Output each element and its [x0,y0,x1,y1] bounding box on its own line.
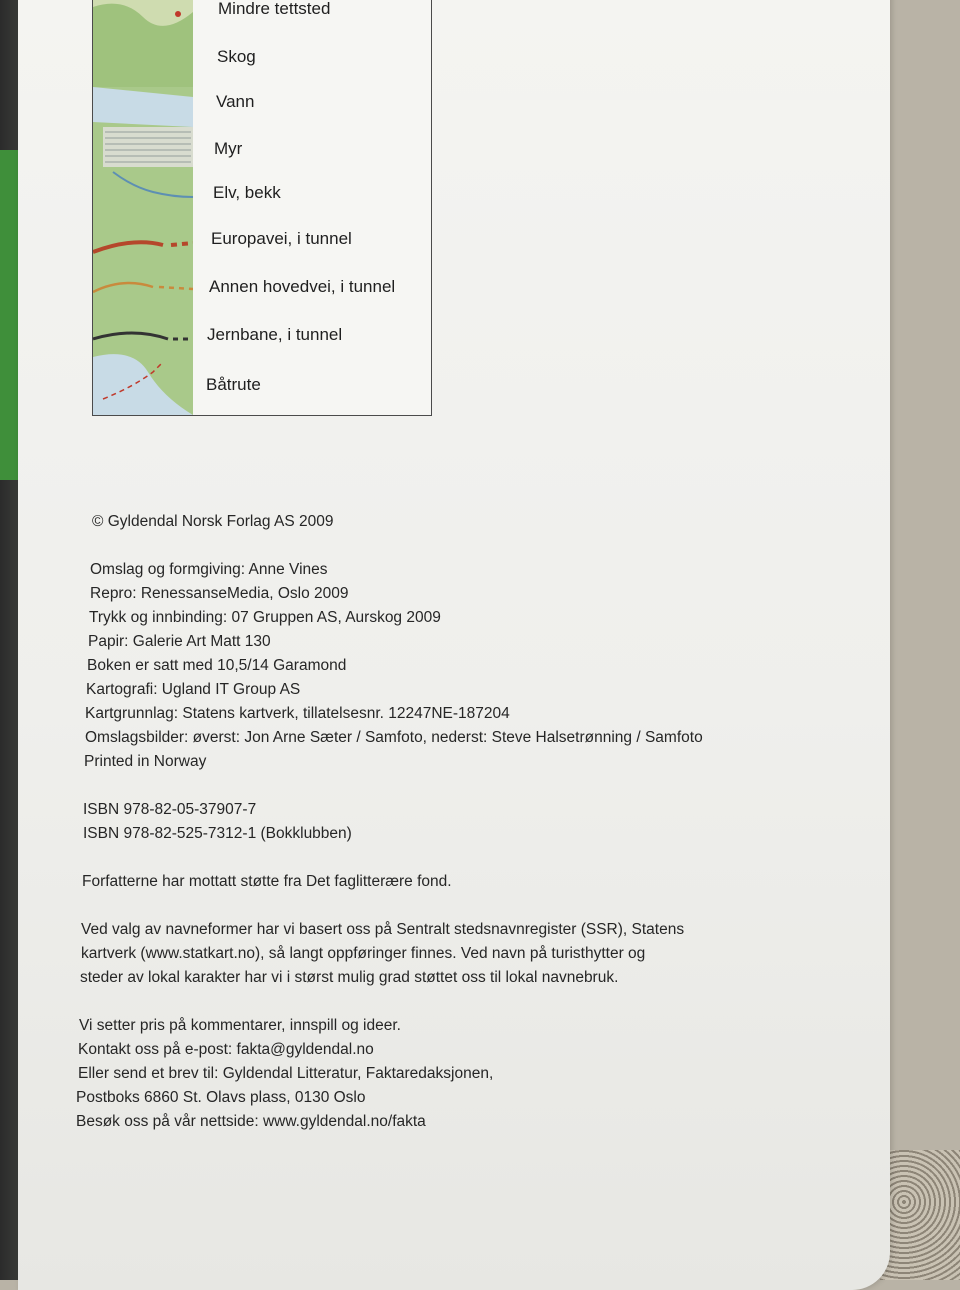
credit-line: Boken er satt med 10,5/14 Garamond [87,657,347,674]
legend-label-mindre-tettsted: Mindre tettsted [218,0,331,18]
legend-label-annen-hovedvei: Annen hovedvei, i tunnel [209,277,396,296]
support-line: Forfatterne har mottatt støtte fra Det faglitterære fond. [82,873,452,890]
contact-line: Postboks 6860 St. Olavs plass, 0130 Oslo [76,1089,366,1106]
map-legend [92,0,432,416]
legend-label-elv-bekk: Elv, bekk [213,183,281,202]
legend-label-europavei: Europavei, i tunnel [211,229,352,248]
legend-label-myr: Myr [214,139,243,158]
credit-line: Kartografi: Ugland IT Group AS [86,681,301,698]
contact-line: Kontakt oss på e-post: fakta@gyldendal.no [78,1041,374,1058]
legend-label-skog: Skog [217,47,256,66]
isbn-line: ISBN 978-82-525-7312-1 (Bokklubben) [83,825,352,842]
colophon [76,510,716,1134]
legend-label-jernbane: Jernbane, i tunnel [207,325,343,344]
legend-label-batrute: Båtrute [206,375,261,394]
contact-line: Besøk oss på vår nettside: www.gyldendal.no/fakta [76,1113,426,1130]
names-note-line: steder av lokal karakter har vi i størst mulig grad støttet oss til lokal navnebruk. [80,969,619,986]
legend-label-vann: Vann [216,92,255,111]
contact-line: Vi setter pris på kommentarer, innspill og ideer. [79,1017,401,1034]
isbn-line: ISBN 978-82-05-37907-7 [83,801,257,818]
credit-line: Trykk og innbinding: 07 Gruppen AS, Aurskog 2009 [89,609,441,626]
credit-line: Repro: RenessanseMedia, Oslo 2009 [90,585,349,602]
credit-line: Papir: Galerie Art Matt 130 [88,633,271,650]
copyright-line: © Gyldendal Norsk Forlag AS 2009 [92,513,334,530]
names-note-line: Ved valg av navneformer har vi basert oss på Sentralt stedsnavnregister (SSR), Statens [81,921,685,938]
desk-surface-right [880,1150,960,1280]
credit-line: Omslag og formgiving: Anne Vines [90,561,328,578]
book-page [18,0,890,1290]
credit-line: Kartgrunnlag: Statens kartverk, tillatelsesnr. 12247NE-187204 [85,705,510,722]
credit-line: Printed in Norway [84,753,207,770]
contact-line: Eller send et brev til: Gyldendal Litteratur, Faktaredaksjonen, [78,1065,494,1082]
names-note-line: kartverk (www.statkart.no), så langt oppføringer finnes. Ved navn på turisthytter og [81,945,646,962]
credit-line: Omslagsbilder: øverst: Jon Arne Sæter / Samfoto, nederst: Steve Halsetrønning / Samfoto [85,729,703,746]
legend-map-strip [93,0,193,415]
